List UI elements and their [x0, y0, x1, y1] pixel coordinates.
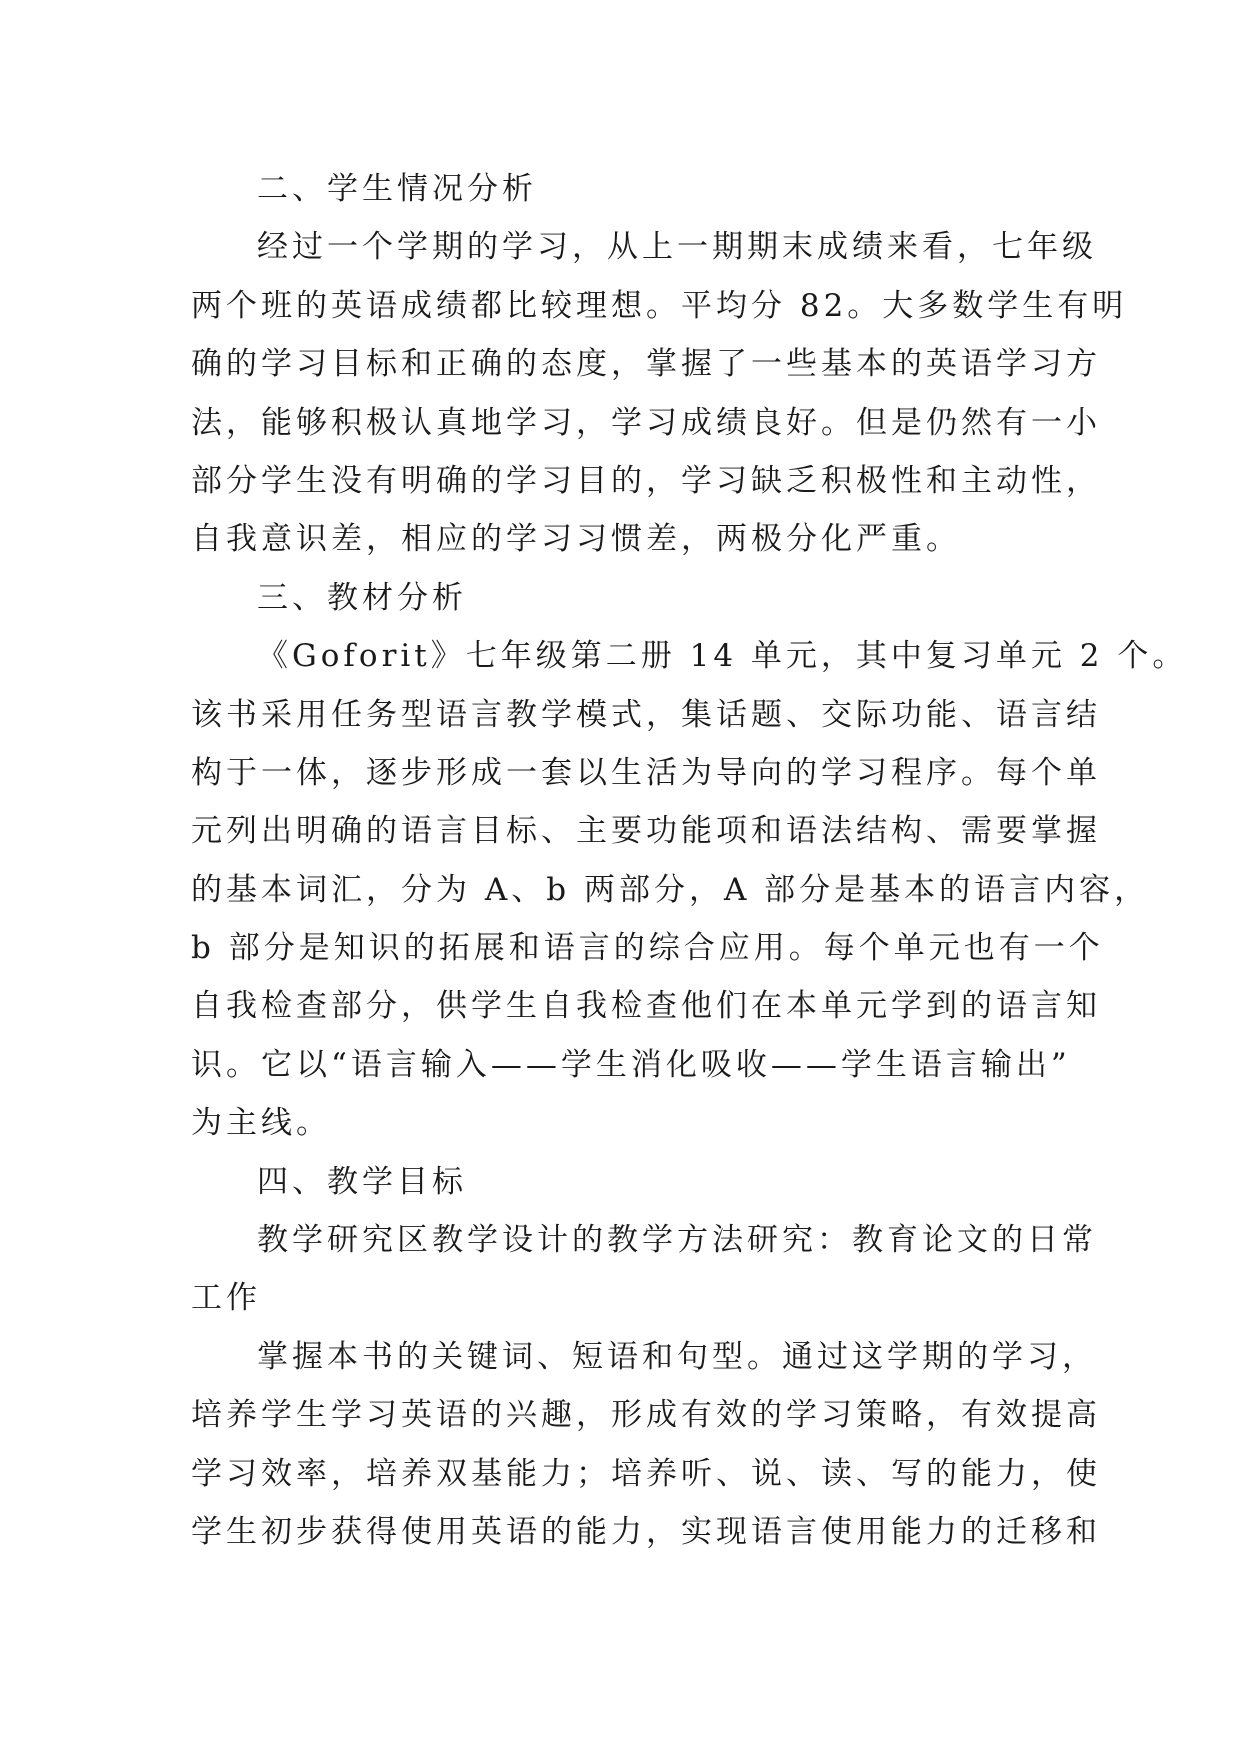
text-line: 法，能够积极认真地学习，学习成绩良好。但是仍然有一小 — [191, 404, 1101, 441]
text-line: 四、教学目标 — [257, 1163, 467, 1200]
text-line: 工作 — [191, 1280, 261, 1317]
text-line: 两个班的英语成绩都比较理想。平均分 82。大多数学生有明 — [191, 287, 1128, 324]
text-line: 教学研究区教学设计的教学方法研究：教育论文的日常 — [257, 1222, 1097, 1259]
text-line: 自我检查部分，供学生自我检查他们在本单元学到的语言知 — [191, 988, 1101, 1025]
text-line: 培养学生学习英语的兴趣，形成有效的学习策略，有效提高 — [191, 1397, 1101, 1434]
text-line: 学习效率，培养双基能力；培养听、说、读、写的能力，使 — [191, 1455, 1101, 1492]
text-line: 部分学生没有明确的学习目的，学习缺乏积极性和主动性， — [191, 462, 1101, 499]
text-line: 该书采用任务型语言教学模式，集话题、交际功能、语言结 — [191, 696, 1101, 733]
text-line: 学生初步获得使用英语的能力，实现语言使用能力的迁移和 — [191, 1513, 1101, 1550]
text-line: 自我意识差，相应的学习习惯差，两极分化严重。 — [191, 521, 961, 558]
text-line: 《Goforit》七年级第二册 14 单元，其中复习单元 2 个。 — [257, 638, 1188, 675]
text-line: 经过一个学期的学习，从上一期期末成绩来看，七年级 — [257, 229, 1097, 266]
text-line: 构于一体，逐步形成一套以生活为导向的学习程序。每个单 — [191, 754, 1101, 791]
text-line: 的基本词汇，分为 A、b 两部分，A 部分是基本的语言内容， — [191, 871, 1150, 908]
document-body — [191, 160, 1188, 1561]
text-line: 识。它以“语言输入——学生消化吸收——学生语言输出” — [191, 1046, 1071, 1083]
text-line: 掌握本书的关键词、短语和句型。通过这学期的学习， — [257, 1338, 1097, 1375]
text-line: 三、教材分析 — [257, 579, 467, 616]
text-line: 为主线。 — [191, 1105, 331, 1142]
text-line: b 部分是知识的拓展和语言的综合应用。每个单元也有一个 — [191, 930, 1104, 967]
text-line: 元列出明确的语言目标、主要功能项和语法结构、需要掌握 — [191, 813, 1101, 850]
text-line: 二、学生情况分析 — [257, 171, 537, 207]
text-line: 确的学习目标和正确的态度，掌握了一些基本的英语学习方 — [191, 346, 1101, 383]
